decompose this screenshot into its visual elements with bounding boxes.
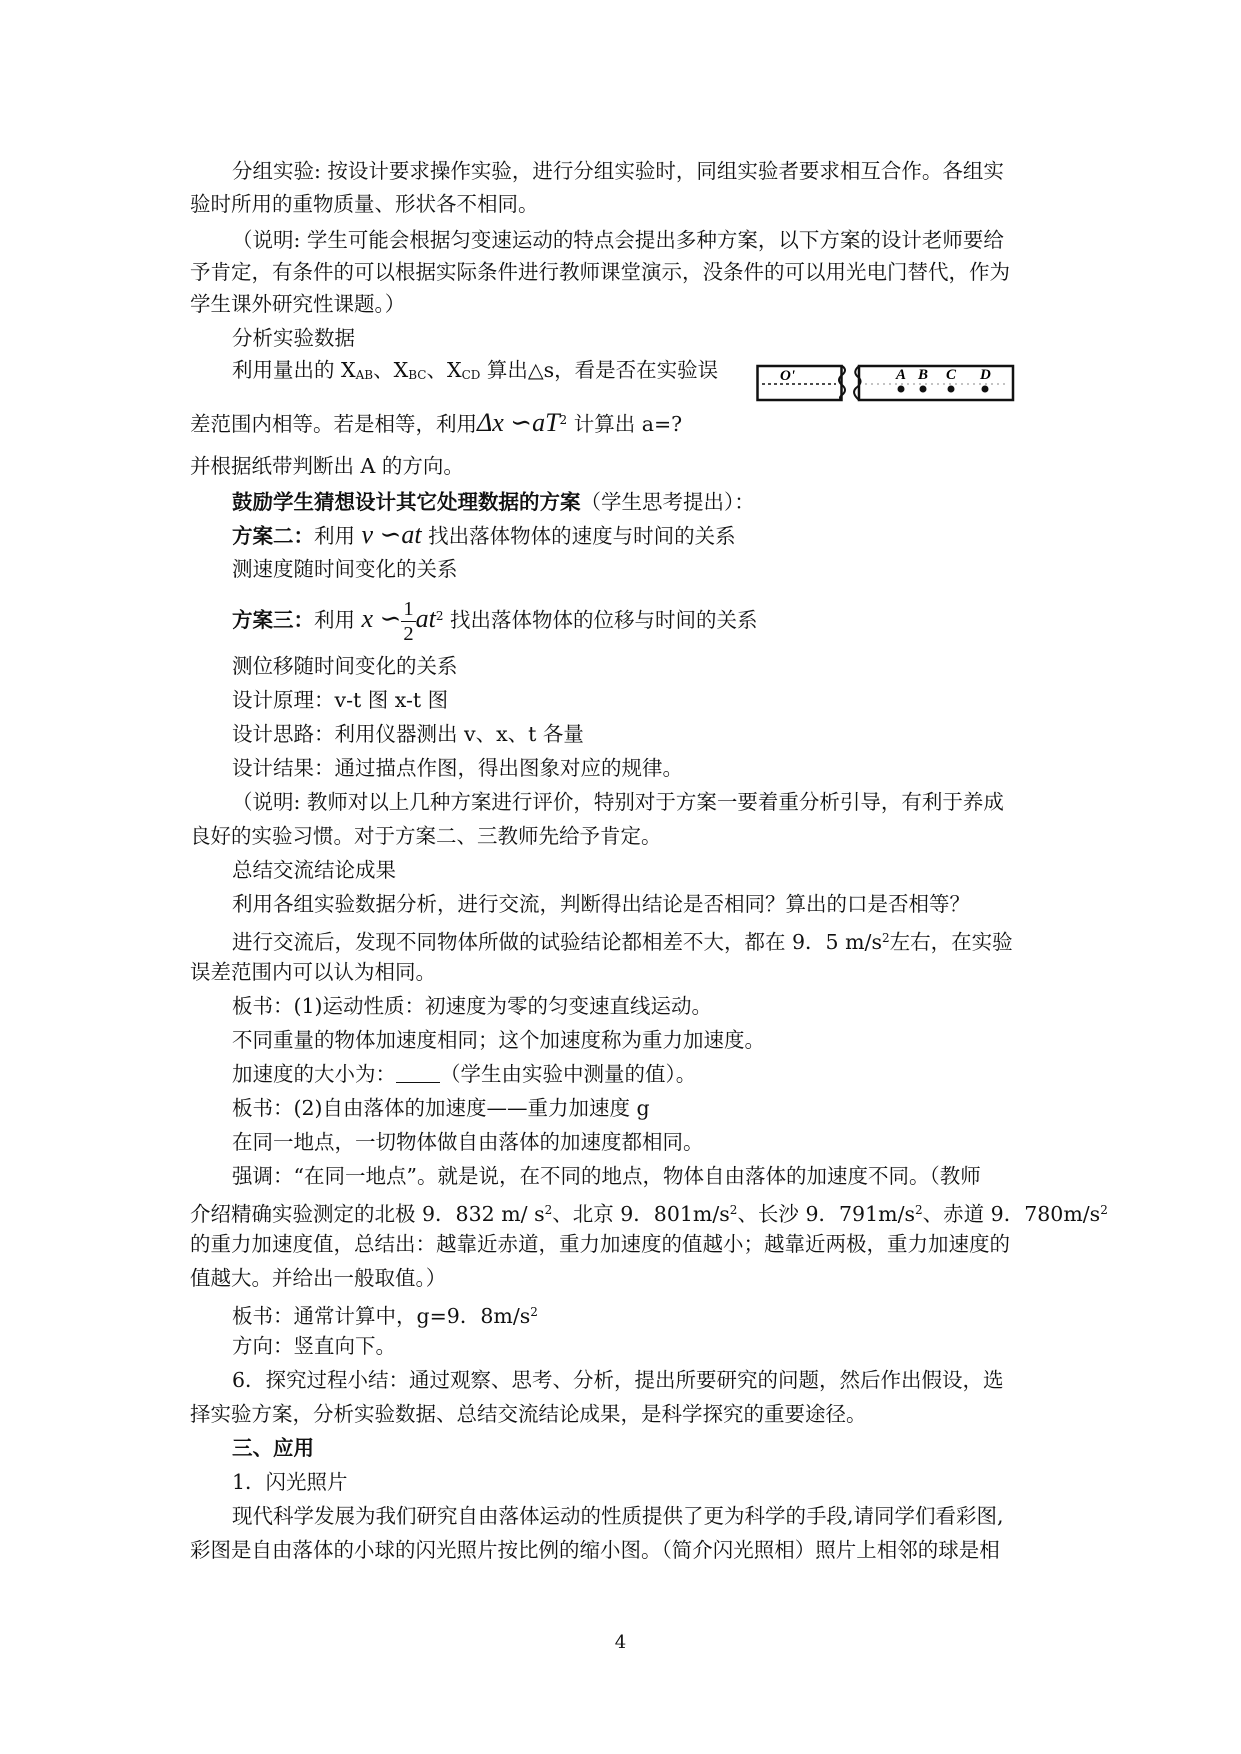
paragraph-modern-science-cont: 彩图是自由落体的小球的闪光照片按比例的缩小图。（简介闪光照相）照片上相邻的球是相 bbox=[190, 1538, 1000, 1562]
paragraph-same-place: 在同一地点，一切物体做自由落体的加速度都相同。 bbox=[232, 1130, 704, 1154]
tape-dot-c bbox=[948, 386, 955, 393]
formula-x: x ∽ bbox=[361, 604, 402, 633]
fill-in-blank bbox=[396, 1064, 440, 1083]
paragraph-design-idea: 设计思路：利用仪器测出 v、x、t 各量 bbox=[232, 722, 584, 746]
tape-dot-a bbox=[898, 386, 905, 393]
formula-fraction-half: $\frac{1}{2}$ bbox=[403, 598, 414, 645]
paragraph-note-2-cont: 良好的实验习惯。对于方案二、三教师先给予肯定。 bbox=[190, 824, 662, 848]
paragraph-note-1: （说明: 学生可能会根据匀变速运动的特点会提出多种方案，以下方案的设计老师要给 bbox=[232, 228, 1004, 252]
tape-label-origin: O' bbox=[780, 368, 795, 384]
paragraph-emphasis-end: 值越大。并给出一般取值。） bbox=[190, 1266, 447, 1290]
paragraph-plan-two: 方案二：利用 v ∽at 找出落体物体的速度与时间的关系 bbox=[232, 520, 736, 549]
tape-label-c: C bbox=[946, 367, 957, 383]
paragraph-note-1-end: 学生课外研究性课题。） bbox=[190, 292, 406, 316]
paragraph-emphasis-summary: 的重力加速度值，总结出：越靠近赤道，重力加速度的值越小；越靠近两极，重力加速度的 bbox=[190, 1232, 1010, 1256]
paragraph-modern-science: 现代科学发展为我们研究自由落体运动的性质提供了更为科学的手段,请同学们看彩图, bbox=[232, 1504, 1004, 1528]
tape-dot-b bbox=[920, 386, 927, 393]
paragraph-note-2: （说明: 教师对以上几种方案进行评价，特别对于方案一要着重分析引导，有利于养成 bbox=[232, 790, 1004, 814]
page-number: 4 bbox=[614, 1632, 627, 1653]
section-heading-application: 三、应用 bbox=[232, 1436, 314, 1460]
paragraph-group-experiment: 分组实验: 按设计要求操作实验，进行分组实验时，同组实验者要求相互合作。各组实 bbox=[232, 159, 1004, 183]
paragraph-compare: 利用各组实验数据分析，进行交流，判断得出结论是否相同？算出的口是否相等？ bbox=[232, 892, 970, 916]
paragraph-direction-down: 方向：竖直向下。 bbox=[232, 1334, 396, 1358]
paragraph-same-acceleration: 不同重量的物体加速度相同；这个加速度称为重力加速度。 bbox=[232, 1028, 765, 1052]
heading-summarize: 总结交流结论成果 bbox=[232, 858, 396, 882]
paragraph-plan-three: 方案三：利用 x ∽ $\frac{1}{2}$ $at^2$ 找出落体物体的位移与时间的关系 bbox=[232, 598, 758, 645]
paragraph-design-result: 设计结果：通过描点作图，得出图象对应的规律。 bbox=[232, 756, 683, 780]
paragraph-summary-6: 6．探究过程小结：通过观察、思考、分析，提出所要研究的问题，然后作出假设，选 bbox=[232, 1368, 1004, 1392]
paragraph-emphasis: 强调：“在同一地点”。就是说，在不同的地点，物体自由落体的加速度不同。（教师 bbox=[232, 1164, 981, 1188]
tape-label-a: A bbox=[896, 367, 907, 383]
paragraph-board-3: 板书：通常计算中，g=9．$8m/s^2$ bbox=[232, 1304, 538, 1328]
paragraph-direction: 并根据纸带判断出 A 的方向。 bbox=[190, 454, 464, 478]
paragraph-exchange-cont: 误差范围内可以认为相同。 bbox=[190, 960, 436, 984]
paragraph-velocity-time: 测速度随时间变化的关系 bbox=[232, 557, 458, 581]
paragraph-board-1: 板书：(1)运动性质：初速度为零的匀变速直线运动。 bbox=[232, 994, 713, 1018]
formula-v-at: v ∽at bbox=[361, 520, 422, 549]
heading-analyze-data: 分析实验数据 bbox=[232, 326, 355, 350]
paragraph-acceleration-value: 加速度的大小为： （学生由实验中测量的值）。 bbox=[232, 1062, 697, 1086]
paragraph-note-1-cont: 予肯定，有条件的可以根据实际条件进行教师课堂演示，没条件的可以用光电门替代，作为 bbox=[190, 260, 1010, 284]
paragraph-summary-6-cont: 择实验方案，分析实验数据、总结交流结论成果，是科学探究的重要途径。 bbox=[190, 1402, 867, 1426]
paragraph-board-2: 板书：(2)自由落体的加速度——重力加速度 g bbox=[232, 1096, 650, 1120]
tape-label-d: D bbox=[980, 367, 991, 383]
subheading-flash-photo: 1．闪光照片 bbox=[232, 1470, 348, 1494]
paragraph-displacement-time: 测位移随时间变化的关系 bbox=[232, 654, 458, 678]
paragraph-emphasis-values: 介绍精确实验测定的北极 9．832 m/ $s^2$、北京 9．$801m/s^2$、长沙 9．$791m/s^2$、赤道 9．$780m/s^2$ bbox=[190, 1202, 1108, 1226]
paragraph-equal-check: 差范围内相等。若是相等，利用Δx $∽aT^2$ 计算出 a=? bbox=[190, 408, 683, 437]
paragraph-measure: 利用量出的 $X_{AB}$、$X_{BC}$、$X_{CD}$ 算出△s，看是否在实验误 bbox=[232, 358, 719, 382]
ticker-tape-figure bbox=[756, 360, 1016, 408]
paragraph-encourage: 鼓励学生猜想设计其它处理数据的方案（学生思考提出）： bbox=[232, 490, 755, 514]
paragraph-group-experiment-cont: 验时所用的重物质量、形状各不相同。 bbox=[190, 192, 539, 216]
tape-label-b: B bbox=[918, 367, 929, 383]
paragraph-design-principle: 设计原理：v-t 图 x-t 图 bbox=[232, 688, 449, 712]
paragraph-exchange: 进行交流后，发现不同物体所做的试验结论都相差不大，都在 9．5 $m/s^2$左右，在实验 bbox=[232, 930, 1013, 954]
formula-delta-x: Δx ∽aT bbox=[477, 408, 560, 437]
tape-dot-d bbox=[982, 386, 989, 393]
